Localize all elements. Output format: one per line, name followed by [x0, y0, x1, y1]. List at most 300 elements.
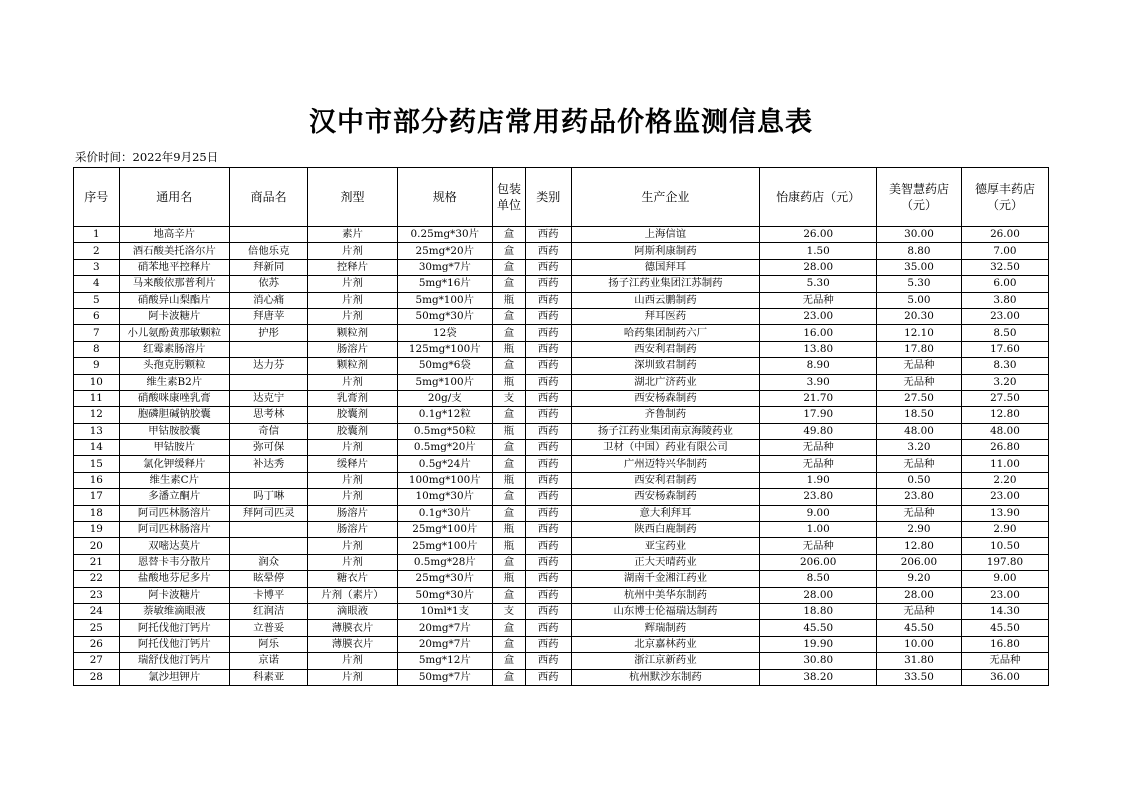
cell-price-dehoufeng: 2.90	[961, 522, 1048, 538]
cell-trade-name	[229, 472, 308, 488]
cell-category: 西药	[525, 243, 571, 259]
table-row	[74, 341, 1049, 357]
cell-manufacturer: 杭州中美华东制药	[571, 587, 760, 603]
cell-package-unit: 盒	[493, 308, 526, 324]
cell-price-dehoufeng: 16.80	[961, 636, 1048, 652]
table-row	[74, 407, 1049, 423]
cell-generic-name: 硝酸咪康唑乳膏	[119, 390, 229, 406]
cell-price-dehoufeng: 10.50	[961, 538, 1048, 554]
cell-price-meizhihui: 12.80	[877, 538, 962, 554]
cell-price-dehoufeng: 无品种	[961, 653, 1048, 669]
table-row	[74, 472, 1049, 488]
cell-price-meizhihui: 8.80	[877, 243, 962, 259]
cell-specification: 125mg*100片	[397, 341, 492, 357]
cell-category: 西药	[525, 538, 571, 554]
cell-no: 10	[74, 374, 120, 390]
cell-price-meizhihui: 无品种	[877, 456, 962, 472]
table-row	[74, 358, 1049, 374]
cell-manufacturer: 卫材（中国）药业有限公司	[571, 440, 760, 456]
cell-price-yikang: 23.80	[760, 489, 877, 505]
cell-price-meizhihui: 18.50	[877, 407, 962, 423]
cell-generic-name: 阿托伐他汀钙片	[119, 620, 229, 636]
cell-price-dehoufeng: 12.80	[961, 407, 1048, 423]
cell-price-yikang: 1.50	[760, 243, 877, 259]
cell-price-dehoufeng: 17.60	[961, 341, 1048, 357]
cell-specification: 50mg*30片	[397, 308, 492, 324]
cell-specification: 0.1g*30片	[397, 505, 492, 521]
cell-no: 6	[74, 308, 120, 324]
cell-dosage-form: 片剂	[308, 292, 397, 308]
cell-price-yikang: 28.00	[760, 587, 877, 603]
cell-no: 26	[74, 636, 120, 652]
cell-category: 西药	[525, 440, 571, 456]
cell-price-meizhihui: 23.80	[877, 489, 962, 505]
cell-package-unit: 支	[493, 603, 526, 619]
cell-price-yikang: 9.00	[760, 505, 877, 521]
table-row	[74, 505, 1049, 521]
cell-generic-name: 甲钴胺片	[119, 440, 229, 456]
cell-trade-name: 拜阿司匹灵	[229, 505, 308, 521]
cell-trade-name	[229, 341, 308, 357]
cell-dosage-form: 薄膜衣片	[308, 636, 397, 652]
cell-no: 24	[74, 603, 120, 619]
cell-specification: 0.5mg*28片	[397, 554, 492, 570]
cell-manufacturer: 西安杨森制药	[571, 390, 760, 406]
cell-category: 西药	[525, 669, 571, 685]
cell-category: 西药	[525, 325, 571, 341]
cell-price-dehoufeng: 26.00	[961, 227, 1048, 243]
cell-manufacturer: 杭州默沙东制药	[571, 669, 760, 685]
cell-no: 13	[74, 423, 120, 439]
col-header-manufacturer: 生产企业	[571, 168, 760, 227]
cell-trade-name: 眩晕停	[229, 571, 308, 587]
cell-dosage-form: 片剂	[308, 538, 397, 554]
cell-price-meizhihui: 0.50	[877, 472, 962, 488]
cell-category: 西药	[525, 390, 571, 406]
cell-price-meizhihui: 27.50	[877, 390, 962, 406]
cell-specification: 5mg*100片	[397, 292, 492, 308]
cell-generic-name: 红霉素肠溶片	[119, 341, 229, 357]
cell-dosage-form: 糖衣片	[308, 571, 397, 587]
cell-price-meizhihui: 28.00	[877, 587, 962, 603]
cell-trade-name: 倍他乐克	[229, 243, 308, 259]
cell-package-unit: 盒	[493, 227, 526, 243]
cell-price-yikang: 5.30	[760, 276, 877, 292]
cell-trade-name: 拜新同	[229, 259, 308, 275]
cell-specification: 20g/支	[397, 390, 492, 406]
table-row	[74, 636, 1049, 652]
survey-date: 采价时间：2022年9月25日	[75, 150, 219, 164]
table-row	[74, 227, 1049, 243]
cell-category: 西药	[525, 587, 571, 603]
cell-price-dehoufeng: 197.80	[961, 554, 1048, 570]
cell-dosage-form: 肠溶片	[308, 522, 397, 538]
cell-trade-name: 消心痛	[229, 292, 308, 308]
cell-trade-name: 达克宁	[229, 390, 308, 406]
cell-price-meizhihui: 30.00	[877, 227, 962, 243]
cell-package-unit: 盒	[493, 243, 526, 259]
cell-price-meizhihui: 17.80	[877, 341, 962, 357]
cell-price-yikang: 21.70	[760, 390, 877, 406]
cell-price-dehoufeng: 7.00	[961, 243, 1048, 259]
cell-dosage-form: 片剂	[308, 653, 397, 669]
cell-generic-name: 地高辛片	[119, 227, 229, 243]
cell-price-yikang: 23.00	[760, 308, 877, 324]
cell-manufacturer: 山西云鹏制药	[571, 292, 760, 308]
cell-category: 西药	[525, 341, 571, 357]
cell-manufacturer: 西安杨森制药	[571, 489, 760, 505]
cell-price-yikang: 8.50	[760, 571, 877, 587]
cell-price-meizhihui: 2.90	[877, 522, 962, 538]
cell-category: 西药	[525, 358, 571, 374]
cell-package-unit: 盒	[493, 456, 526, 472]
cell-no: 11	[74, 390, 120, 406]
cell-specification: 0.25mg*30片	[397, 227, 492, 243]
cell-specification: 25mg*100片	[397, 522, 492, 538]
cell-trade-name	[229, 538, 308, 554]
col-header-package-unit: 包装单位	[493, 168, 526, 227]
table-row	[74, 292, 1049, 308]
cell-specification: 20mg*7片	[397, 636, 492, 652]
col-header-trade-name: 商品名	[229, 168, 308, 227]
cell-manufacturer: 北京嘉林药业	[571, 636, 760, 652]
cell-category: 西药	[525, 489, 571, 505]
cell-price-yikang: 13.80	[760, 341, 877, 357]
cell-specification: 12袋	[397, 325, 492, 341]
cell-specification: 50mg*30片	[397, 587, 492, 603]
cell-price-yikang: 18.80	[760, 603, 877, 619]
table-row	[74, 325, 1049, 341]
cell-price-meizhihui: 无品种	[877, 358, 962, 374]
cell-dosage-form: 片剂	[308, 374, 397, 390]
cell-price-dehoufeng: 36.00	[961, 669, 1048, 685]
cell-specification: 10mg*30片	[397, 489, 492, 505]
cell-category: 西药	[525, 522, 571, 538]
cell-price-yikang: 17.90	[760, 407, 877, 423]
cell-no: 25	[74, 620, 120, 636]
cell-price-dehoufeng: 48.00	[961, 423, 1048, 439]
cell-category: 西药	[525, 407, 571, 423]
cell-no: 23	[74, 587, 120, 603]
cell-specification: 0.5mg*20片	[397, 440, 492, 456]
cell-generic-name: 阿托伐他汀钙片	[119, 636, 229, 652]
cell-category: 西药	[525, 259, 571, 275]
cell-no: 16	[74, 472, 120, 488]
cell-specification: 30mg*7片	[397, 259, 492, 275]
cell-price-meizhihui: 无品种	[877, 603, 962, 619]
cell-price-meizhihui: 45.50	[877, 620, 962, 636]
cell-price-yikang: 49.80	[760, 423, 877, 439]
cell-specification: 5mg*16片	[397, 276, 492, 292]
cell-package-unit: 盒	[493, 440, 526, 456]
cell-manufacturer: 浙江京新药业	[571, 653, 760, 669]
cell-price-dehoufeng: 11.00	[961, 456, 1048, 472]
cell-price-yikang: 1.90	[760, 472, 877, 488]
cell-trade-name	[229, 374, 308, 390]
cell-dosage-form: 素片	[308, 227, 397, 243]
cell-price-yikang: 无品种	[760, 456, 877, 472]
cell-price-dehoufeng: 27.50	[961, 390, 1048, 406]
cell-price-dehoufeng: 26.80	[961, 440, 1048, 456]
table-row	[74, 669, 1049, 685]
cell-package-unit: 盒	[493, 587, 526, 603]
cell-no: 8	[74, 341, 120, 357]
cell-price-dehoufeng: 9.00	[961, 571, 1048, 587]
cell-trade-name: 思考林	[229, 407, 308, 423]
cell-price-dehoufeng: 13.90	[961, 505, 1048, 521]
cell-dosage-form: 片剂	[308, 308, 397, 324]
cell-dosage-form: 胶囊剂	[308, 407, 397, 423]
cell-manufacturer: 湖北广济药业	[571, 374, 760, 390]
cell-manufacturer: 德国拜耳	[571, 259, 760, 275]
cell-package-unit: 盒	[493, 259, 526, 275]
cell-generic-name: 萘敏维滴眼液	[119, 603, 229, 619]
cell-package-unit: 盒	[493, 505, 526, 521]
cell-package-unit: 盒	[493, 620, 526, 636]
table-row	[74, 489, 1049, 505]
cell-price-meizhihui: 20.30	[877, 308, 962, 324]
col-header-store-yikang: 怡康药店（元）	[760, 168, 877, 227]
cell-generic-name: 阿卡波糖片	[119, 308, 229, 324]
cell-price-meizhihui: 31.80	[877, 653, 962, 669]
cell-generic-name: 阿司匹林肠溶片	[119, 505, 229, 521]
cell-dosage-form: 片剂（素片）	[308, 587, 397, 603]
table-row	[74, 390, 1049, 406]
cell-manufacturer: 西安利君制药	[571, 472, 760, 488]
cell-specification: 50mg*6袋	[397, 358, 492, 374]
cell-specification: 10ml*1支	[397, 603, 492, 619]
table-row	[74, 653, 1049, 669]
cell-price-dehoufeng: 3.80	[961, 292, 1048, 308]
cell-manufacturer: 山东博士伦福瑞达制药	[571, 603, 760, 619]
cell-no: 20	[74, 538, 120, 554]
cell-category: 西药	[525, 636, 571, 652]
cell-no: 27	[74, 653, 120, 669]
cell-generic-name: 马来酸依那普利片	[119, 276, 229, 292]
cell-category: 西药	[525, 472, 571, 488]
cell-dosage-form: 片剂	[308, 669, 397, 685]
cell-dosage-form: 胶囊剂	[308, 423, 397, 439]
cell-trade-name: 补达秀	[229, 456, 308, 472]
cell-dosage-form: 颗粒剂	[308, 358, 397, 374]
cell-trade-name: 立普妥	[229, 620, 308, 636]
cell-trade-name: 护彤	[229, 325, 308, 341]
table-row	[74, 571, 1049, 587]
cell-generic-name: 氯沙坦钾片	[119, 669, 229, 685]
cell-generic-name: 小儿氨酚黄那敏颗粒	[119, 325, 229, 341]
cell-specification: 25mg*30片	[397, 571, 492, 587]
cell-dosage-form: 颗粒剂	[308, 325, 397, 341]
cell-category: 西药	[525, 423, 571, 439]
cell-price-meizhihui: 5.00	[877, 292, 962, 308]
cell-price-yikang: 28.00	[760, 259, 877, 275]
cell-category: 西药	[525, 554, 571, 570]
cell-price-dehoufeng: 45.50	[961, 620, 1048, 636]
cell-price-meizhihui: 12.10	[877, 325, 962, 341]
cell-category: 西药	[525, 374, 571, 390]
cell-package-unit: 瓶	[493, 571, 526, 587]
cell-price-meizhihui: 206.00	[877, 554, 962, 570]
table-row	[74, 308, 1049, 324]
cell-category: 西药	[525, 308, 571, 324]
cell-generic-name: 瑞舒伐他汀钙片	[119, 653, 229, 669]
cell-package-unit: 瓶	[493, 292, 526, 308]
cell-trade-name	[229, 522, 308, 538]
cell-manufacturer: 哈药集团制药六厂	[571, 325, 760, 341]
cell-no: 3	[74, 259, 120, 275]
cell-no: 2	[74, 243, 120, 259]
cell-generic-name: 硝酸异山梨酯片	[119, 292, 229, 308]
cell-dosage-form: 滴眼液	[308, 603, 397, 619]
cell-manufacturer: 齐鲁制药	[571, 407, 760, 423]
cell-dosage-form: 片剂	[308, 276, 397, 292]
cell-no: 14	[74, 440, 120, 456]
cell-no: 1	[74, 227, 120, 243]
cell-trade-name: 拜唐苹	[229, 308, 308, 324]
table-row	[74, 423, 1049, 439]
col-header-no: 序号	[74, 168, 120, 227]
cell-dosage-form: 片剂	[308, 243, 397, 259]
cell-manufacturer: 陕西白鹿制药	[571, 522, 760, 538]
cell-price-yikang: 19.90	[760, 636, 877, 652]
cell-dosage-form: 肠溶片	[308, 505, 397, 521]
cell-price-meizhihui: 10.00	[877, 636, 962, 652]
cell-price-yikang: 无品种	[760, 538, 877, 554]
cell-price-yikang: 26.00	[760, 227, 877, 243]
cell-no: 22	[74, 571, 120, 587]
cell-price-meizhihui: 33.50	[877, 669, 962, 685]
cell-trade-name: 润众	[229, 554, 308, 570]
table-row	[74, 554, 1049, 570]
cell-dosage-form: 片剂	[308, 554, 397, 570]
col-header-store-meizhihui: 美智慧药店（元）	[877, 168, 962, 227]
col-header-store-dehoufeng: 德厚丰药店（元）	[961, 168, 1048, 227]
cell-dosage-form: 薄膜衣片	[308, 620, 397, 636]
cell-package-unit: 盒	[493, 325, 526, 341]
table-row	[74, 374, 1049, 390]
cell-package-unit: 瓶	[493, 341, 526, 357]
table-row	[74, 587, 1049, 603]
cell-category: 西药	[525, 603, 571, 619]
cell-trade-name: 科素亚	[229, 669, 308, 685]
cell-specification: 25mg*20片	[397, 243, 492, 259]
cell-no: 21	[74, 554, 120, 570]
table-row	[74, 538, 1049, 554]
cell-price-yikang: 8.90	[760, 358, 877, 374]
cell-trade-name: 依苏	[229, 276, 308, 292]
cell-generic-name: 阿司匹林肠溶片	[119, 522, 229, 538]
cell-dosage-form: 控释片	[308, 259, 397, 275]
cell-price-dehoufeng: 8.50	[961, 325, 1048, 341]
cell-no: 17	[74, 489, 120, 505]
cell-price-meizhihui: 无品种	[877, 505, 962, 521]
cell-price-dehoufeng: 3.20	[961, 374, 1048, 390]
cell-no: 19	[74, 522, 120, 538]
cell-trade-name: 红润洁	[229, 603, 308, 619]
cell-generic-name: 胞磷胆碱钠胶囊	[119, 407, 229, 423]
cell-package-unit: 盒	[493, 276, 526, 292]
cell-category: 西药	[525, 620, 571, 636]
cell-trade-name: 阿乐	[229, 636, 308, 652]
cell-price-meizhihui: 3.20	[877, 440, 962, 456]
cell-generic-name: 维生素B2片	[119, 374, 229, 390]
cell-no: 15	[74, 456, 120, 472]
cell-generic-name: 多潘立酮片	[119, 489, 229, 505]
cell-manufacturer: 广州迈特兴华制药	[571, 456, 760, 472]
cell-specification: 5mg*12片	[397, 653, 492, 669]
cell-category: 西药	[525, 505, 571, 521]
cell-price-dehoufeng: 23.00	[961, 587, 1048, 603]
cell-dosage-form: 乳膏剂	[308, 390, 397, 406]
cell-specification: 0.5mg*50粒	[397, 423, 492, 439]
table-row	[74, 276, 1049, 292]
cell-specification: 0.1g*12粒	[397, 407, 492, 423]
cell-price-meizhihui: 9.20	[877, 571, 962, 587]
page-title: 汉中市部分药店常用药品价格监测信息表	[309, 107, 813, 138]
cell-manufacturer: 辉瑞制药	[571, 620, 760, 636]
cell-generic-name: 甲钴胺胶囊	[119, 423, 229, 439]
cell-dosage-form: 片剂	[308, 440, 397, 456]
cell-package-unit: 支	[493, 390, 526, 406]
cell-package-unit: 盒	[493, 358, 526, 374]
table-row	[74, 259, 1049, 275]
cell-category: 西药	[525, 653, 571, 669]
cell-package-unit: 盒	[493, 669, 526, 685]
cell-generic-name: 硝苯地平控释片	[119, 259, 229, 275]
cell-price-meizhihui: 无品种	[877, 374, 962, 390]
cell-price-meizhihui: 5.30	[877, 276, 962, 292]
cell-price-yikang: 16.00	[760, 325, 877, 341]
cell-category: 西药	[525, 227, 571, 243]
cell-price-dehoufeng: 2.20	[961, 472, 1048, 488]
cell-no: 18	[74, 505, 120, 521]
cell-trade-name: 达力芬	[229, 358, 308, 374]
cell-manufacturer: 扬子江药业集团江苏制药	[571, 276, 760, 292]
cell-price-yikang: 无品种	[760, 440, 877, 456]
cell-price-yikang: 38.20	[760, 669, 877, 685]
cell-trade-name: 弥可保	[229, 440, 308, 456]
cell-manufacturer: 拜耳医药	[571, 308, 760, 324]
cell-price-meizhihui: 48.00	[877, 423, 962, 439]
cell-manufacturer: 正大天晴药业	[571, 554, 760, 570]
cell-package-unit: 盒	[493, 554, 526, 570]
col-header-category: 类别	[525, 168, 571, 227]
cell-specification: 100mg*100片	[397, 472, 492, 488]
table-row	[74, 243, 1049, 259]
cell-no: 12	[74, 407, 120, 423]
cell-price-dehoufeng: 23.00	[961, 489, 1048, 505]
cell-specification: 25mg*100片	[397, 538, 492, 554]
cell-generic-name: 恩替卡韦分散片	[119, 554, 229, 570]
cell-specification: 20mg*7片	[397, 620, 492, 636]
cell-trade-name	[229, 227, 308, 243]
cell-price-yikang: 30.80	[760, 653, 877, 669]
cell-category: 西药	[525, 292, 571, 308]
cell-package-unit: 盒	[493, 653, 526, 669]
cell-price-dehoufeng: 6.00	[961, 276, 1048, 292]
cell-specification: 0.5g*24片	[397, 456, 492, 472]
col-header-generic-name: 通用名	[119, 168, 229, 227]
cell-category: 西药	[525, 571, 571, 587]
cell-price-dehoufeng: 8.30	[961, 358, 1048, 374]
cell-package-unit: 瓶	[493, 374, 526, 390]
price-table	[73, 167, 1049, 686]
cell-category: 西药	[525, 276, 571, 292]
table-header-row	[74, 168, 1049, 227]
cell-trade-name: 奇信	[229, 423, 308, 439]
cell-price-meizhihui: 35.00	[877, 259, 962, 275]
cell-price-yikang: 45.50	[760, 620, 877, 636]
